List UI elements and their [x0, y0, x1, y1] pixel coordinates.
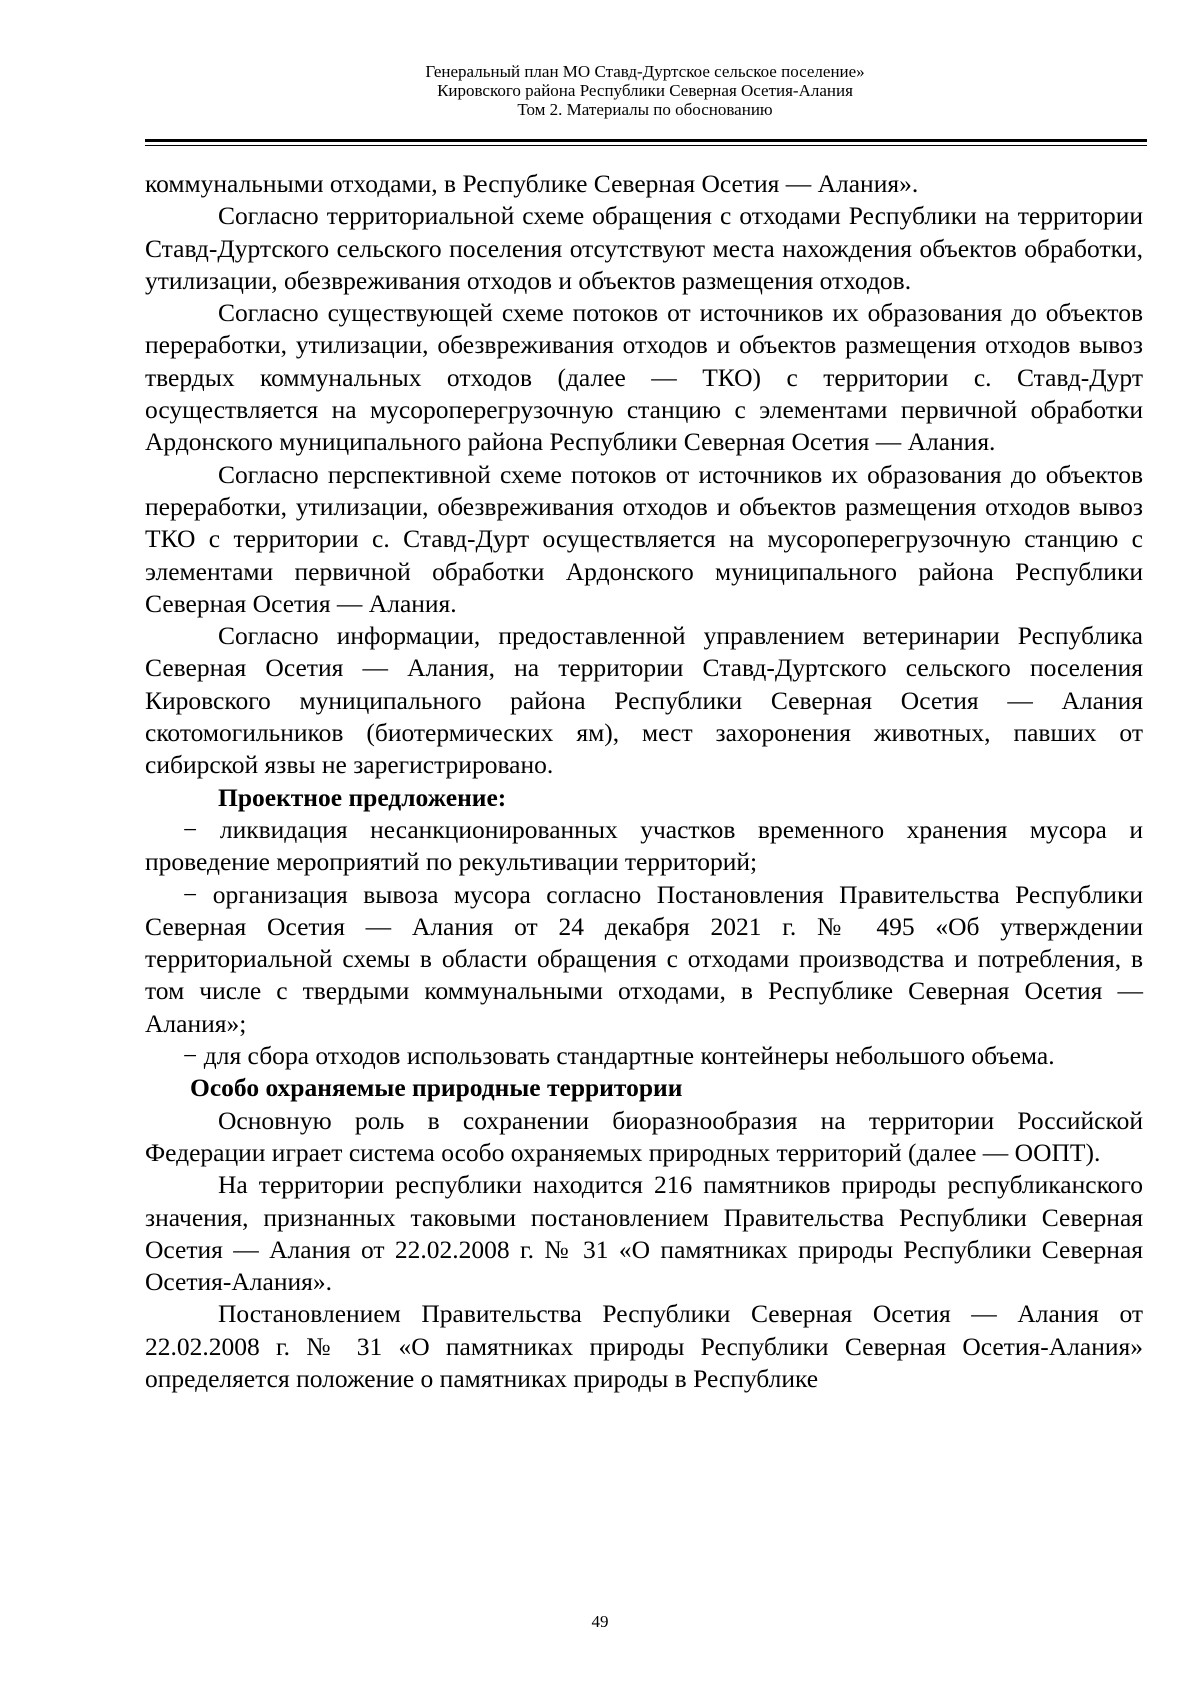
- paragraph-perspective-scheme: Согласно перспективной схеме потоков от источников их образования до объектов переработки, утилизации, обезвреживания отходов и объектов размещения отходов вывоз ТКО с территории с. Ставд-Дурт осуществляется на мусороперегрузочную станцию с элементами первичной обработки Ардонского муниципального района Республики Северная Осетия — Алания.: [145, 459, 1143, 618]
- list-item: − ликвидация несанкционированных участков временного хранения мусора и проведение мероприятий по рекультивации территорий;: [145, 814, 1143, 877]
- header-line-2: Кировского района Республики Северная Осетия-Алания: [437, 81, 853, 100]
- paragraph-veterinary-info: Согласно информации, предоставленной управлением ветеринарии Республика Северная Осетия — Алания, на территории Ставд-Дуртского сельского поселения Кировского муниципального района Республики Северная Осетия — Алания скотомогильников (биотермических ям), мест захоронения животных, павших от сибирской язвы не зарегистрировано.: [145, 621, 1143, 780]
- paragraph-oopt-intro: Основную роль в сохранении биоразнообразия на территории Российской Федерации играет система особо охраняемых природных территорий (далее — ООПТ).: [145, 1105, 1143, 1167]
- heading-project-proposal: Проектное предложение:: [218, 782, 507, 812]
- document-body: [145, 168, 1143, 1395]
- paragraph-existing-scheme: Согласно существующей схеме потоков от источников их образования до объектов переработки, утилизации, обезвреживания отходов и объектов размещения отходов вывоз твердых коммунальных отходов (далее — ТКО) с территории с. Ставд-Дурт осуществляется на мусороперегрузочную станцию с элементами первичной обработки Ардонского муниципального района Республики Северная Осетия — Алания.: [145, 298, 1143, 457]
- paragraph-resolution: Постановлением Правительства Республики Северная Осетия — Алания от 22.02.2008 г. № 31 «О памятниках природы Республики Северная Осетия-Алания» определяется положение о памятниках природы в Республике: [145, 1299, 1143, 1393]
- header-line-3: Том 2. Материалы по обоснованию: [517, 100, 773, 119]
- list-item: − организация вывоза мусора согласно Постановления Правительства Республики Северная Осетия — Алания от 24 декабря 2021 г. № 495 «Об утверждении территориальной схемы в области обращения с отходами производства и потребления, в том числе с твердыми коммунальными отходами, в Республике Северная Осетия — Алания»;: [145, 879, 1143, 1038]
- header-divider-thin: [145, 145, 1147, 146]
- list-item: − для сбора отходов использовать стандартные контейнеры небольшого объема.: [183, 1041, 1055, 1071]
- heading-protected-areas: Особо охраняемые природные территории: [190, 1073, 683, 1103]
- header-line-1: Генеральный план МО Ставд-Дуртское сельское поселение»: [425, 62, 865, 81]
- paragraph-natural-monuments: На территории республики находится 216 памятников природы республиканского значения, признанных таковыми постановлением Правительства Республики Северная Осетия — Алания от 22.02.2008 г. № 31 «О памятниках природы Республики Северная Осетия-Алания».: [145, 1170, 1143, 1297]
- header-divider-thick: [145, 139, 1147, 142]
- document-header: [145, 62, 1145, 119]
- paragraph-territorial-scheme: Согласно территориальной схеме обращения с отходами Республики на территории Ставд-Дуртского сельского поселения отсутствуют места нахождения объектов обработки, утилизации, обезвреживания отходов и объектов размещения отходов.: [145, 201, 1143, 295]
- page-number: 49: [591, 1612, 609, 1631]
- paragraph-continuation: коммунальными отходами, в Республике Северная Осетия — Алания».: [145, 169, 919, 198]
